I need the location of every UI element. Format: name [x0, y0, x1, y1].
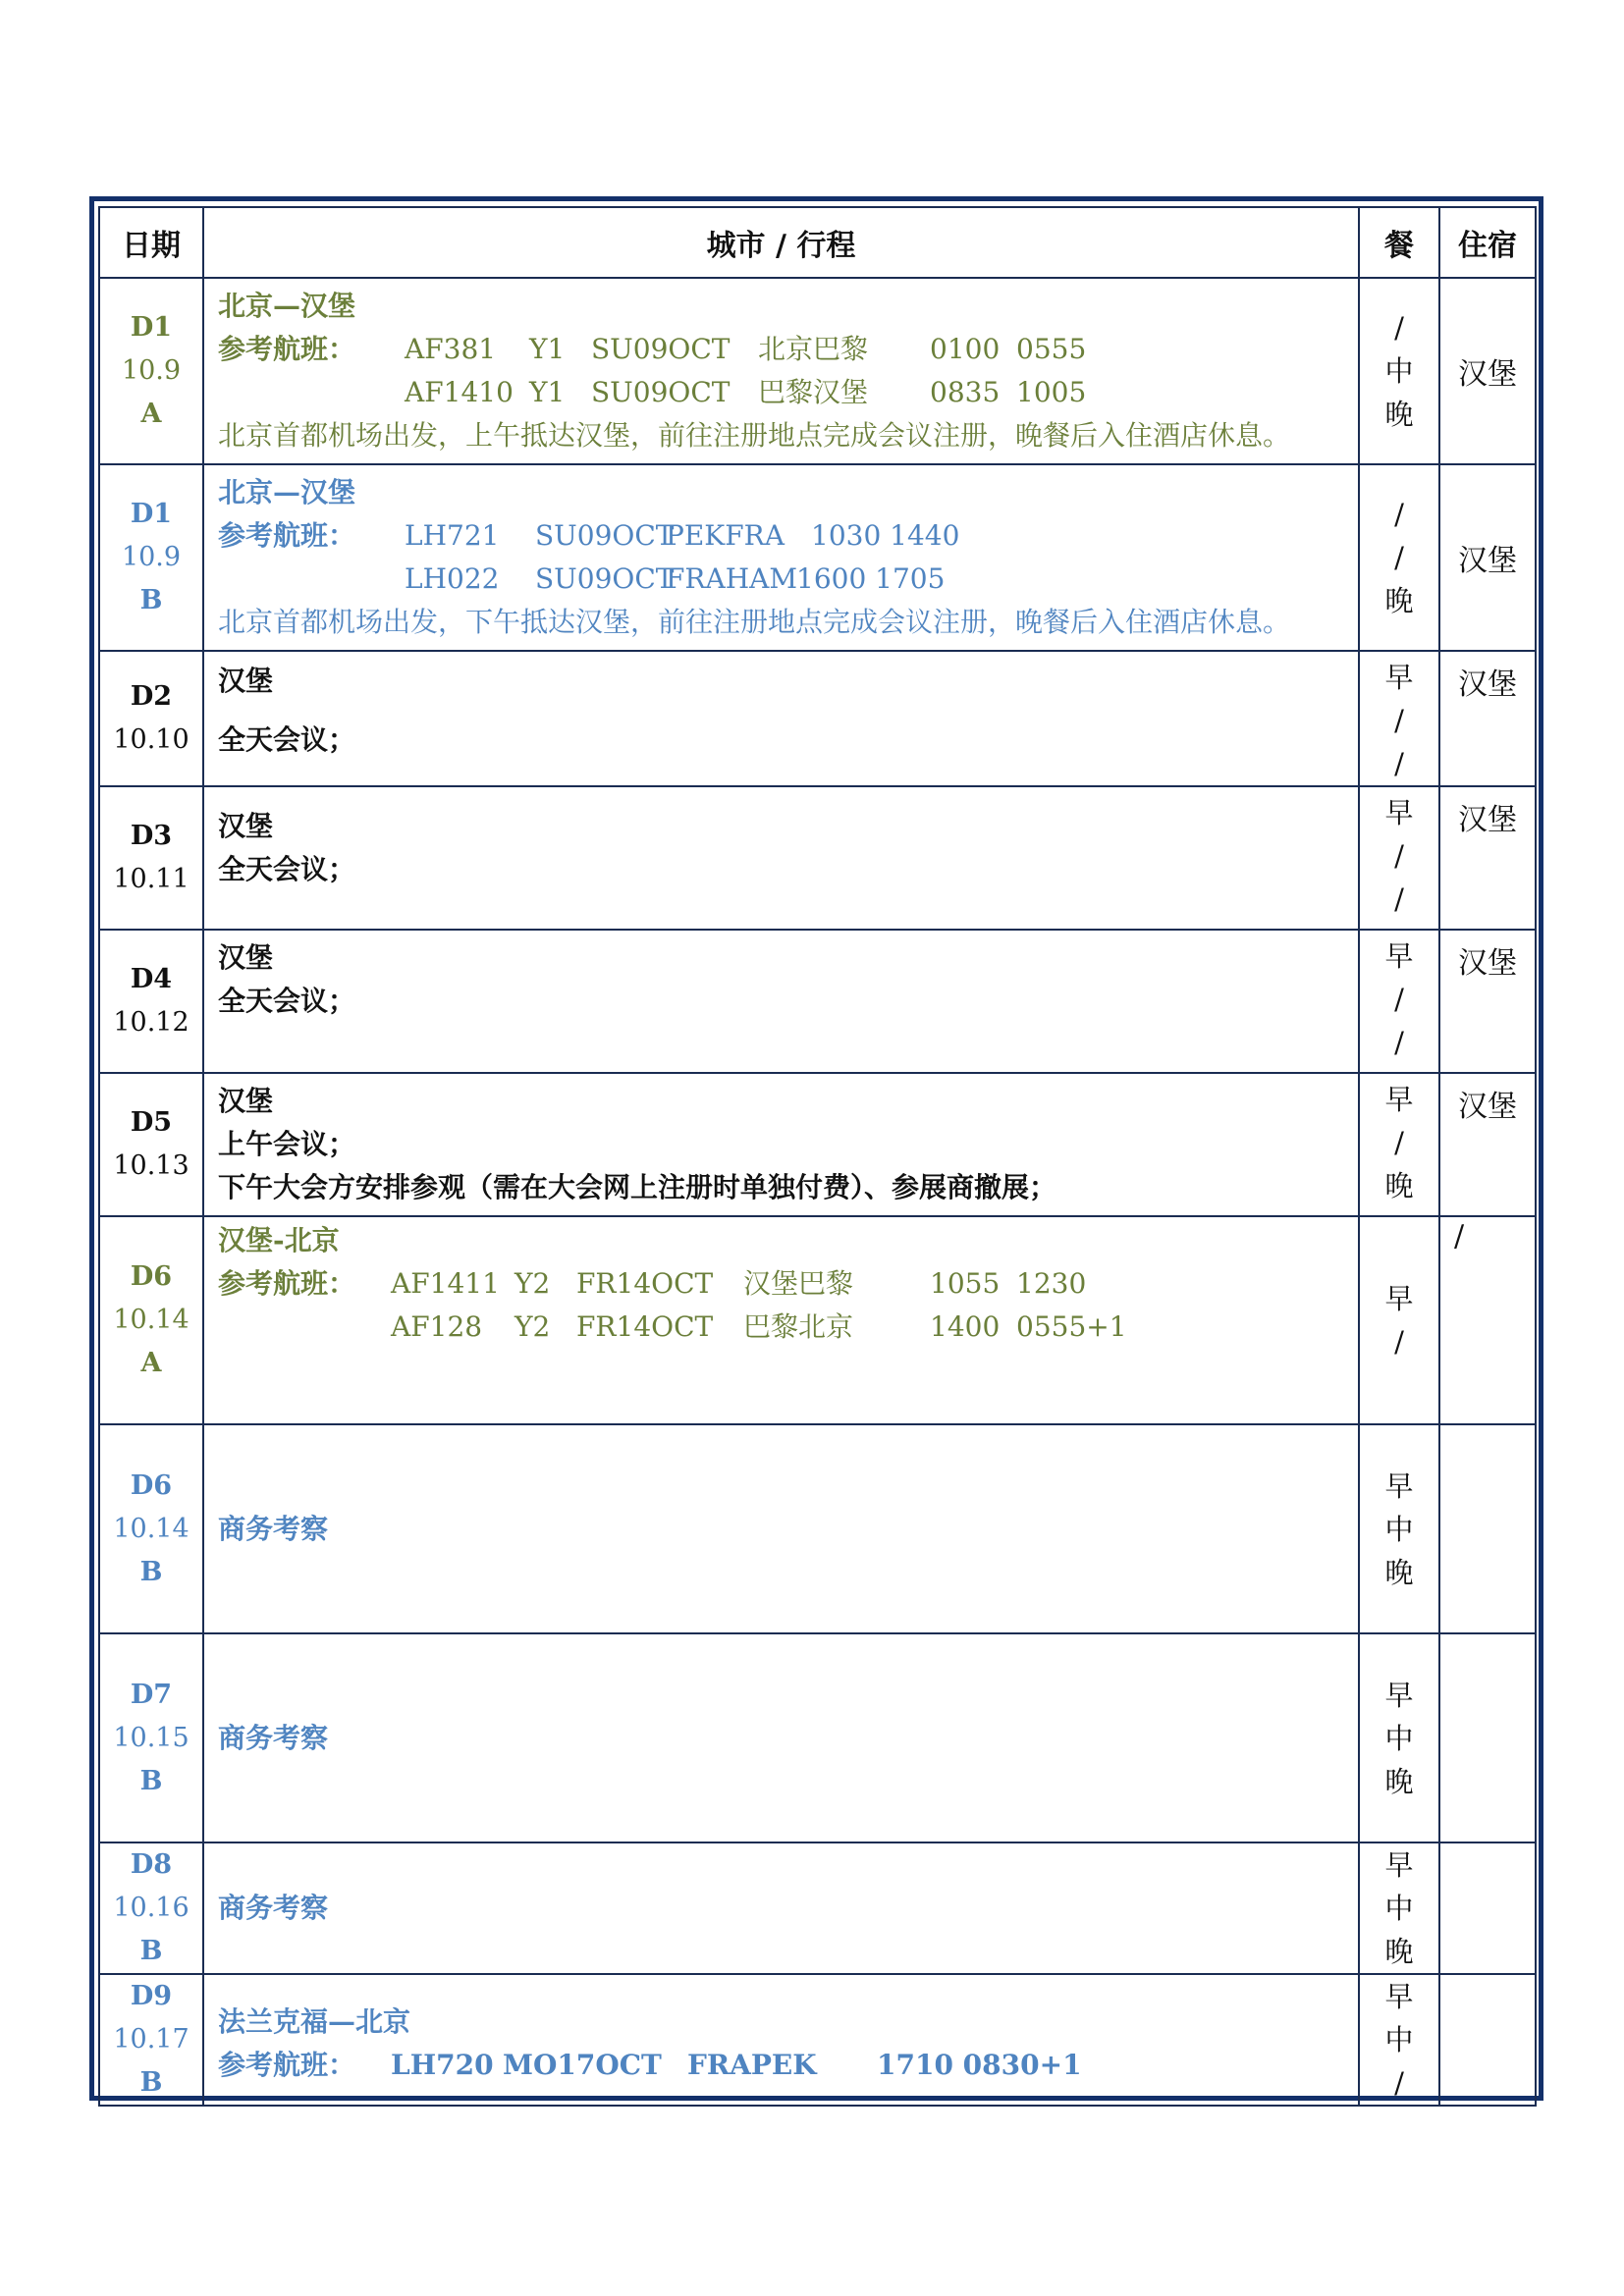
date-label: 10.15: [113, 1722, 189, 1753]
day-label: D8: [130, 1849, 173, 1880]
date-label: 10.9: [121, 355, 182, 386]
meal-lunch: /: [1394, 541, 1404, 574]
itinerary-cell: [203, 278, 1359, 464]
meal-cell: [1359, 1974, 1439, 2106]
day-label: D1: [130, 499, 173, 529]
meal-breakfast: 早: [1384, 1468, 1414, 1503]
meal-breakfast: 早: [1384, 1678, 1414, 1712]
meal-dinner: /: [1394, 882, 1404, 916]
flight-line: [218, 328, 1358, 371]
route-title: 法兰克福—北京: [218, 2005, 411, 2038]
flight-class: Y2: [514, 1310, 551, 1343]
day-label: D1: [130, 312, 173, 343]
table-row: [99, 1974, 1536, 2106]
day-label: D6: [130, 1261, 173, 1292]
meal-lunch: /: [1394, 1325, 1404, 1359]
itinerary-cell: [203, 1633, 1359, 1842]
table-row: [99, 786, 1536, 930]
table-row: [99, 1216, 1536, 1424]
flight-label: 参考航班：: [218, 519, 356, 552]
flight-arr: 0555: [1016, 333, 1087, 365]
flight-line: [218, 1306, 1358, 1349]
meal-dinner: 晚: [1384, 584, 1414, 617]
route-title: 商务考察: [218, 1512, 329, 1545]
itinerary-cell: [203, 1842, 1359, 1974]
meal-breakfast: /: [1394, 498, 1404, 531]
meal-lunch: /: [1394, 983, 1404, 1016]
meal-cell: [1359, 278, 1439, 464]
meal-dinner: /: [1394, 1026, 1404, 1059]
date-label: 10.10: [113, 724, 189, 755]
meal-cell: [1359, 464, 1439, 651]
meal-cell: [1359, 651, 1439, 786]
itinerary-cell: [203, 1073, 1359, 1216]
hotel-cell: [1439, 1424, 1536, 1633]
meal-breakfast: /: [1394, 311, 1404, 345]
hotel-cell: [1439, 1633, 1536, 1842]
day-label: D3: [130, 821, 173, 851]
flight-line: [218, 514, 1358, 558]
date-cell: [99, 1424, 203, 1633]
flight-arr: 0555+1: [1016, 1310, 1127, 1343]
variant-label: B: [139, 2067, 163, 2098]
flight-date: FR14OCT: [576, 1267, 714, 1300]
meal-cell: [1359, 1073, 1439, 1216]
flight-line: [218, 558, 1358, 601]
flight-route: FRAHAM: [666, 562, 798, 595]
itinerary-cell: [203, 464, 1359, 651]
meal-breakfast: 早: [1384, 1282, 1414, 1315]
itinerary-table: [98, 206, 1537, 2107]
itinerary-line: 上午会议；: [218, 1128, 356, 1160]
date-cell: [99, 786, 203, 930]
flight-route: PEKFRA: [666, 519, 785, 552]
date-cell: [99, 464, 203, 651]
itinerary-cell: [203, 786, 1359, 930]
table-header-row: [99, 207, 1536, 278]
variant-label: A: [140, 399, 162, 429]
variant-label: A: [140, 1348, 162, 1378]
flight-date: SU09OCT: [591, 333, 731, 365]
flight-arr: 1230: [1016, 1267, 1087, 1300]
itinerary-line: 全天会议；: [218, 853, 356, 885]
route-title: 汉堡: [218, 1085, 274, 1117]
flight-no: AF128: [391, 1310, 483, 1343]
meal-cell: [1359, 1633, 1439, 1842]
table-row: [99, 1073, 1536, 1216]
route-title: 北京—汉堡: [218, 476, 356, 508]
flight-no: LH721: [405, 519, 500, 552]
flight-label: 参考航班：: [218, 2049, 356, 2081]
hotel-cell: 汉堡: [1439, 464, 1536, 651]
flight-label: 参考航班：: [218, 1267, 356, 1300]
meal-lunch: 中: [1384, 1512, 1414, 1546]
hotel-cell: [1439, 1842, 1536, 1974]
flight-class: Y2: [514, 1267, 551, 1300]
date-label: 10.16: [113, 1893, 189, 1923]
flight-date: SU09OCT: [535, 519, 675, 552]
table-row: [99, 930, 1536, 1073]
date-cell: [99, 1216, 203, 1424]
flight-dep: 1055: [930, 1267, 1001, 1300]
flight-route: 北京巴黎: [758, 333, 869, 365]
meal-dinner: /: [1394, 2066, 1404, 2100]
flight-dep: 0100: [930, 333, 1001, 365]
day-label: D6: [130, 1469, 173, 1501]
day-label: D9: [130, 1981, 173, 2011]
date-label: 10.17: [113, 2024, 189, 2055]
meal-lunch: 中: [1384, 2023, 1414, 2056]
header-date: 日期: [99, 207, 203, 278]
meal-dinner: 晚: [1384, 1169, 1414, 1202]
itinerary-cell: [203, 1974, 1359, 2106]
route-title: 北京—汉堡: [218, 290, 356, 322]
date-cell: [99, 1974, 203, 2106]
flight-route: FRAPEK: [687, 2049, 817, 2081]
variant-label: B: [139, 1765, 163, 1796]
meal-cell: [1359, 1216, 1439, 1424]
route-title: 商务考察: [218, 1892, 329, 1924]
date-cell: [99, 1633, 203, 1842]
table-row: [99, 651, 1536, 786]
day-label: D4: [130, 964, 173, 994]
flight-no: AF1411: [391, 1267, 500, 1300]
route-title: 汉堡: [218, 941, 274, 974]
meal-cell: [1359, 930, 1439, 1073]
meal-lunch: 中: [1384, 1892, 1414, 1925]
flight-line: [218, 1262, 1358, 1306]
flight-class: Y1: [529, 376, 566, 408]
itinerary-note: 北京首都机场出发，上午抵达汉堡，前往注册地点完成会议注册，晚餐后入住酒店休息。: [218, 419, 1291, 452]
date-label: 10.11: [113, 864, 189, 894]
flight-dep: 1400: [930, 1310, 1001, 1343]
route-title: 汉堡: [218, 810, 274, 842]
meal-breakfast: 早: [1384, 796, 1414, 829]
flight-times: 1600 1705: [796, 562, 946, 595]
flight-no: LH022: [405, 562, 500, 595]
itinerary-note: 北京首都机场出发，下午抵达汉堡，前往注册地点完成会议注册，晚餐后入住酒店休息。: [218, 606, 1291, 638]
table-row: [99, 278, 1536, 464]
day-label: D5: [130, 1107, 173, 1138]
hotel-cell: 汉堡: [1439, 930, 1536, 1073]
date-cell: [99, 1073, 203, 1216]
meal-lunch: 中: [1384, 1721, 1414, 1755]
date-label: 10.13: [113, 1150, 189, 1181]
flight-route: 巴黎汉堡: [758, 376, 869, 408]
itinerary-cell: [203, 1216, 1359, 1424]
meal-breakfast: 早: [1384, 1848, 1414, 1882]
flight-date: SU09OCT: [591, 376, 731, 408]
meal-lunch: 中: [1384, 354, 1414, 388]
header-itinerary: 城市 / 行程: [203, 207, 1359, 278]
flight-line: [218, 2044, 1358, 2087]
route-title: 汉堡: [218, 665, 274, 697]
date-label: 10.9: [121, 542, 182, 572]
itinerary-cell: [203, 930, 1359, 1073]
flight-no: LH720: [391, 2049, 494, 2081]
itinerary-cell: [203, 651, 1359, 786]
meal-lunch: /: [1394, 1126, 1404, 1159]
meal-lunch: /: [1394, 839, 1404, 873]
flight-date: SU09OCT: [535, 562, 675, 595]
date-label: 10.12: [113, 1007, 189, 1038]
hotel-cell: /: [1439, 1216, 1536, 1424]
flight-times: 1710 0830+1: [877, 2049, 1082, 2081]
variant-label: B: [139, 1936, 163, 1966]
flight-route: 巴黎北京: [743, 1310, 854, 1343]
meal-dinner: /: [1394, 747, 1404, 780]
flight-class: Y1: [529, 333, 566, 365]
meal-breakfast: 早: [1384, 939, 1414, 973]
hotel-cell: 汉堡: [1439, 786, 1536, 930]
date-label: 10.14: [113, 1305, 189, 1335]
variant-label: B: [139, 1556, 163, 1587]
header-meal: 餐: [1359, 207, 1439, 278]
flight-date: MO17OCT: [503, 2049, 662, 2081]
meal-cell: [1359, 1842, 1439, 1974]
meal-breakfast: 早: [1384, 661, 1414, 694]
meal-breakfast: 早: [1384, 1083, 1414, 1116]
flight-dep: 0835: [930, 376, 1001, 408]
variant-label: B: [139, 585, 163, 615]
flight-times: 1030 1440: [811, 519, 960, 552]
meal-dinner: 晚: [1384, 398, 1414, 431]
day-label: D7: [130, 1679, 173, 1710]
itinerary-cell: [203, 1424, 1359, 1633]
hotel-cell: 汉堡: [1439, 1073, 1536, 1216]
route-title: 汉堡-北京: [218, 1224, 340, 1256]
route-title: 商务考察: [218, 1721, 329, 1754]
meal-dinner: 晚: [1384, 1555, 1414, 1589]
date-cell: [99, 651, 203, 786]
flight-date: FR14OCT: [576, 1310, 714, 1343]
meal-dinner: 晚: [1384, 1935, 1414, 1968]
day-label: D2: [130, 681, 173, 712]
table-row: [99, 1842, 1536, 1974]
flight-arr: 1005: [1016, 376, 1087, 408]
meal-cell: [1359, 786, 1439, 930]
itinerary-line: 全天会议；: [218, 985, 356, 1017]
date-cell: [99, 930, 203, 1073]
meal-cell: [1359, 1424, 1439, 1633]
table-row: [99, 1633, 1536, 1842]
header-hotel: 住宿: [1439, 207, 1536, 278]
date-label: 10.14: [113, 1513, 189, 1544]
itinerary-line: 全天会议；: [218, 723, 356, 756]
meal-dinner: 晚: [1384, 1764, 1414, 1798]
meal-lunch: /: [1394, 704, 1404, 737]
flight-label: 参考航班：: [218, 333, 356, 365]
table-row: [99, 464, 1536, 651]
flight-route: 汉堡巴黎: [743, 1267, 854, 1300]
date-cell: [99, 278, 203, 464]
flight-no: AF381: [405, 333, 497, 365]
meal-breakfast: 早: [1384, 1980, 1414, 2013]
flight-line: [218, 371, 1358, 414]
date-cell: [99, 1842, 203, 1974]
hotel-cell: [1439, 1974, 1536, 2106]
table-row: [99, 1424, 1536, 1633]
flight-no: AF1410: [405, 376, 514, 408]
hotel-cell: 汉堡: [1439, 278, 1536, 464]
hotel-cell: 汉堡: [1439, 651, 1536, 786]
itinerary-line: 下午大会方安排参观（需在大会网上注册时单独付费）、参展商撤展；: [218, 1171, 1057, 1203]
